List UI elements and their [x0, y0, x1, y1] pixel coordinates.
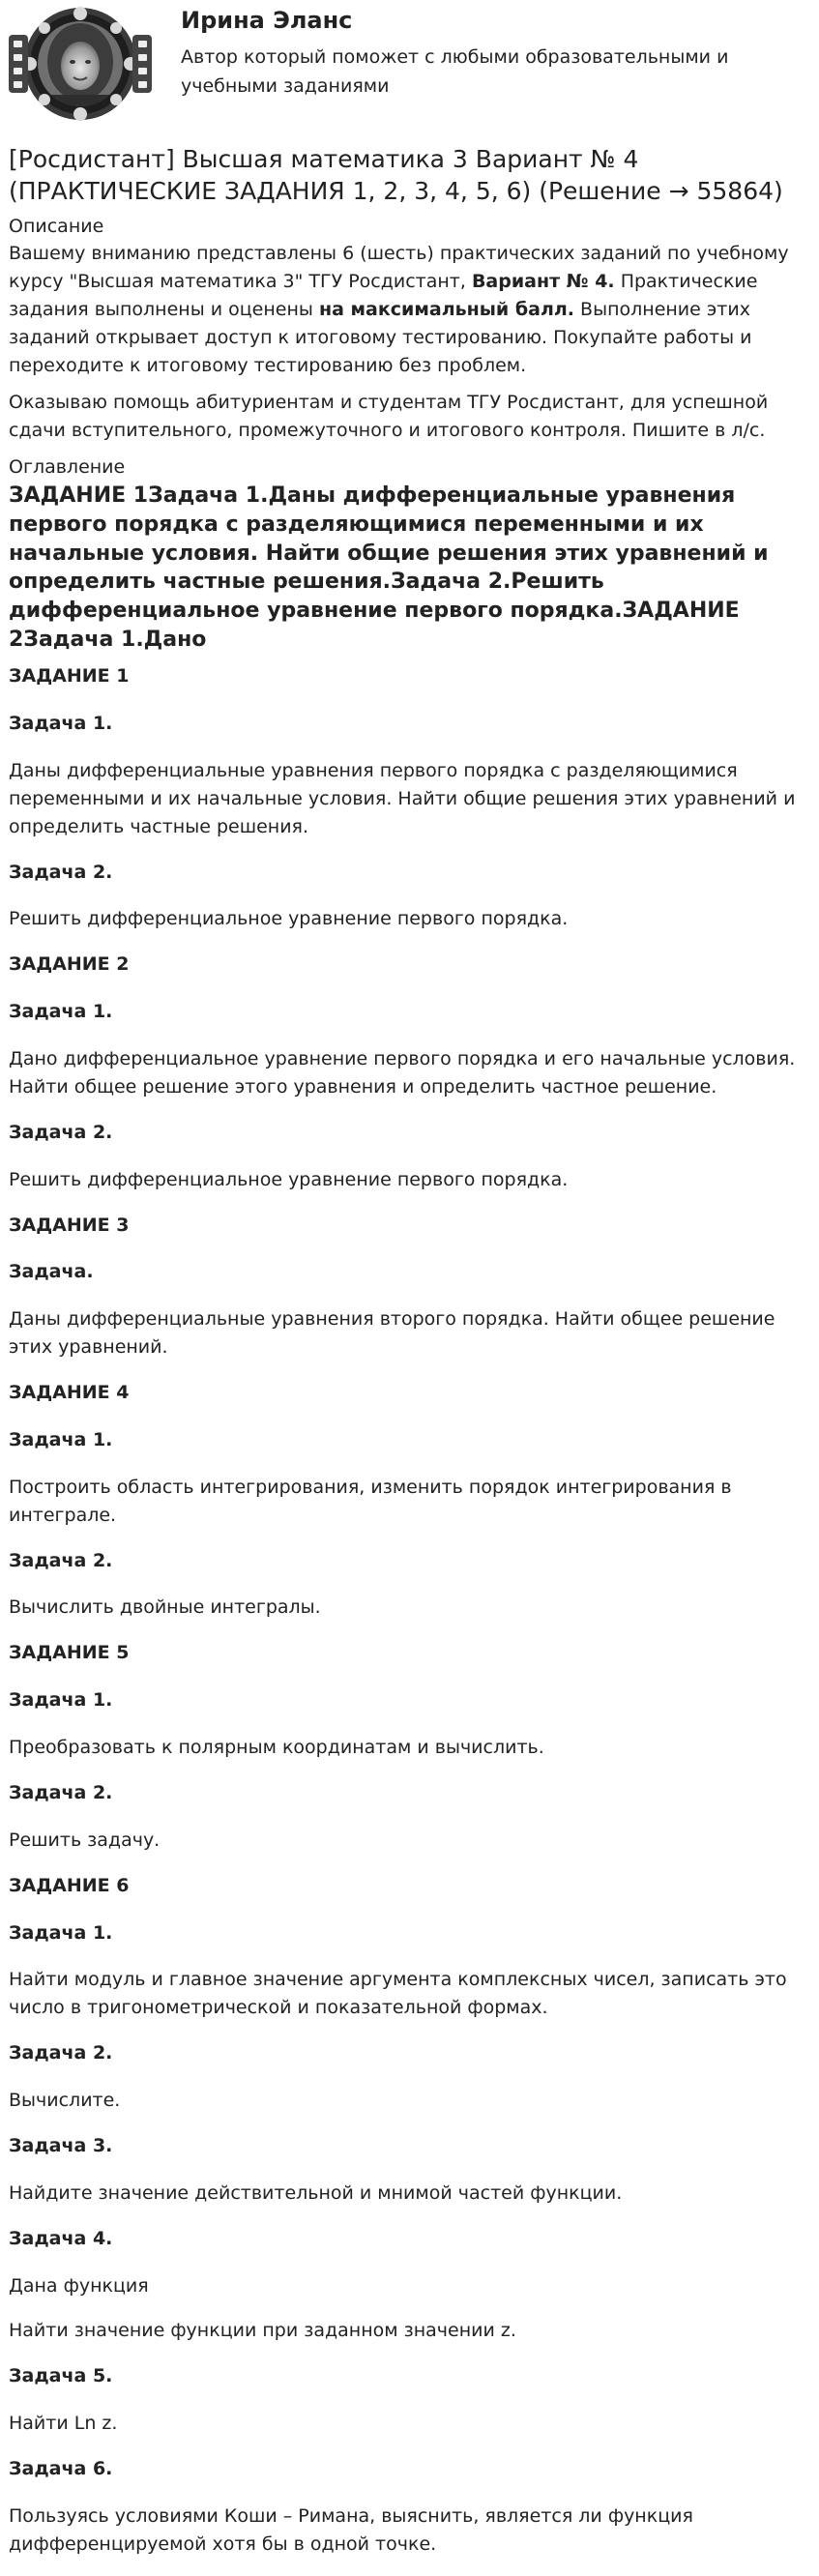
author-description: Автор который поможет с любыми образовательными и учебными заданиями [181, 46, 729, 97]
max-score-bold: на максимальный балл. [318, 298, 574, 320]
content-text: Решить задачу. [9, 1829, 161, 1851]
author-info [181, 6, 800, 101]
toc-label: Оглавление [9, 456, 126, 479]
content-text: Вычислить двойные интегралы. [9, 1596, 321, 1619]
content-heading: Задача 6. [9, 2458, 113, 2480]
content-heading: Задача 1. [9, 1001, 113, 1023]
author-card [9, 0, 810, 143]
content-heading: Задача 3. [9, 2134, 113, 2156]
content-list [9, 662, 810, 2559]
author-avatar[interactable] [9, 6, 152, 122]
content-text: Даны дифференциальные уравнения второго порядка. Найти общее решение этих уравнений. [9, 1308, 775, 1359]
content-text: Вычислите. [9, 2090, 121, 2112]
description-label: Описание [9, 215, 104, 237]
content-heading: ЗАДАНИЕ 1 [9, 665, 130, 688]
description-text-c: Практические задания выполнены и оценены [9, 270, 758, 320]
content-heading: Задача 2. [9, 1549, 113, 1571]
page-title: [Росдистант] Высшая математика 3 Вариант № 4 (ПРАКТИЧЕСКИЕ ЗАДАНИЯ 1, 2, 3, 4, 5, 6) (Решение → 55864) [9, 145, 783, 206]
description-paragraph-2: Оказываю помощь абитуриентам и студентам ТГУ Росдистант, для успешной сдачи вступительного, промежуточного и итогового контроля. Пишите в л/с. [9, 392, 769, 442]
description-paragraph-1 [9, 240, 810, 379]
content-text: Дана функция [9, 2274, 149, 2297]
content-text: Пользуясь условиями Коши – Римана, выяснить, является ли функция дифференцируемой хотя бы в одной точке. [9, 2504, 693, 2555]
content-text: Дано дифференциальное уравнение первого порядка и его начальные условия. Найти общее решение этого уравнения и определить частное решение. [9, 1048, 796, 1098]
content-heading: Задача 2. [9, 861, 113, 883]
content-heading: ЗАДАНИЕ 2 [9, 953, 130, 976]
content-heading: Задача 2. [9, 1121, 113, 1143]
content-text: Найти Ln z. [9, 2413, 118, 2435]
content-heading: Задача 2. [9, 1781, 113, 1803]
author-name[interactable]: Ирина Эланс [181, 7, 353, 34]
description-text-e: Выполнение этих заданий открывает доступ к итоговому тестированию. Покупайте работы и переходите к итоговому тестированию без проблем. [9, 298, 752, 376]
content-text: Решить дифференциальное уравнение первого порядка. [9, 1168, 569, 1190]
content-text: Даны дифференциальные уравнения первого порядка с разделяющимися переменными и их начальные условия. Найти общие решения этих уравнений и определить частные решения. [9, 759, 796, 837]
content-heading: Задача 1. [9, 1689, 113, 1712]
content-heading: Задача 4. [9, 2227, 113, 2249]
content-heading: ЗАДАНИЕ 6 [9, 1874, 130, 1896]
content-text: Построить область интегрирования, изменить порядок интегрирования в интеграле. [9, 1476, 732, 1526]
content-text: Найдите значение действительной и мнимой частей функции. [9, 2181, 623, 2204]
variant-bold: Вариант № 4. [471, 270, 615, 292]
content-heading: Задача 5. [9, 2365, 113, 2387]
content-heading: Задача 2. [9, 2042, 113, 2064]
content-heading: Задача 1. [9, 713, 113, 735]
content-heading: Задача 1. [9, 1428, 113, 1450]
description-text-a: Вашему вниманию представлены 6 (шесть) практических заданий по учебному курсу "Высшая математика 3" ТГУ Росдистант, [9, 243, 789, 292]
content-text: Найти значение функции при заданном значении z. [9, 2320, 516, 2342]
content-text: Решить дифференциальное уравнение первого порядка. [9, 908, 569, 930]
content-heading: Задача. [9, 1261, 94, 1283]
content-heading: ЗАДАНИЕ 4 [9, 1382, 130, 1404]
content-text: Преобразовать к полярным координатам и вычислить. [9, 1737, 544, 1759]
content-heading: ЗАДАНИЕ 5 [9, 1642, 130, 1664]
content-heading: ЗАДАНИЕ 3 [9, 1214, 130, 1236]
content-text: Найти модуль и главное значение аргумента комплексных чисел, записать это число в тригонометрической и показательной формах. [9, 1969, 787, 2019]
content-heading: Задача 1. [9, 1921, 113, 1944]
toc-heading: ЗАДАНИЕ 1Задача 1.Даны дифференциальные уравнения первого порядка с разделяющимися переменными и их начальные условия. Найти общие решения этих уравнений и определить частные решения.Задача 2.Решить дифференциальное уравнение первого порядка.ЗАДАНИЕ 2Задача 1.Дано [9, 483, 769, 653]
